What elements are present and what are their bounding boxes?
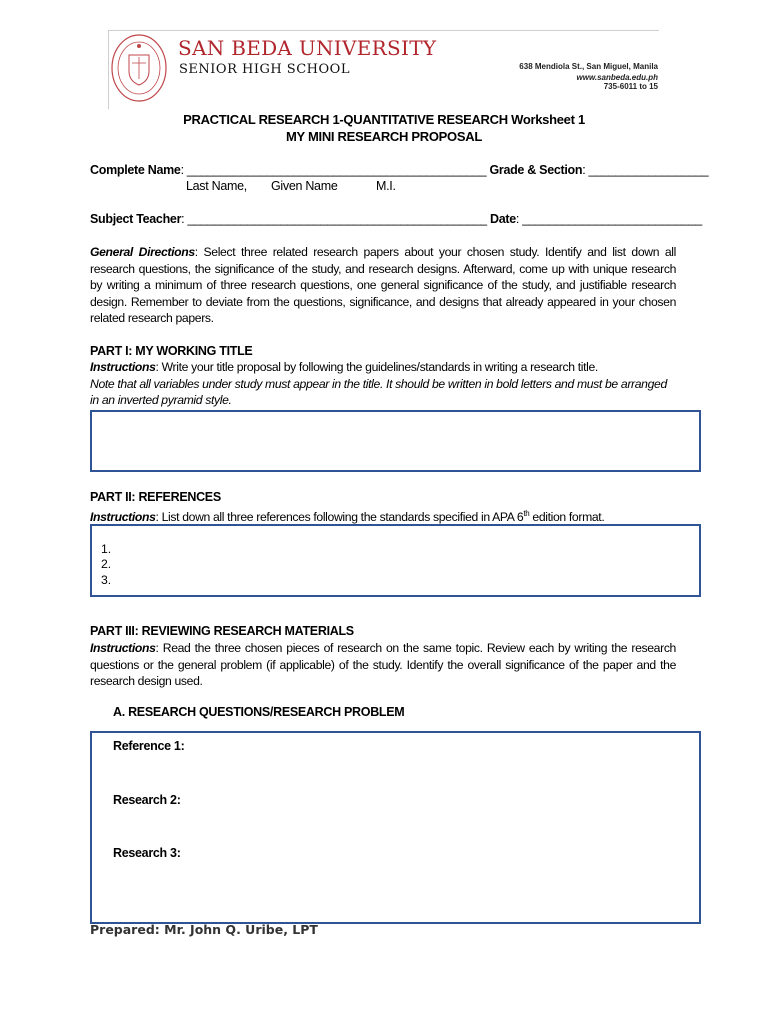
- grade-field[interactable]: : __________________: [582, 163, 709, 177]
- school-phone: 735-6011 to 15: [603, 82, 658, 91]
- part2-heading: PART II: REFERENCES: [90, 490, 221, 504]
- worksheet-subtitle: MY MINI RESEARCH PROPOSAL: [286, 129, 482, 144]
- reference-1-label: Reference 1:: [113, 739, 185, 753]
- part1-heading: PART I: MY WORKING TITLE: [90, 344, 253, 358]
- directions-text: : Select three related research papers about your chosen study. Identify and list down all research questions, the significance of the study, and research designs. Afterward, come up with unique research by writing a minimum of three research questions, one general significance of the study, and justifiable research design. Remember to deviate from the questions, significance, and designs that already appeared in your chosen related research papers.: [90, 245, 676, 325]
- date-label: Date: [490, 212, 516, 226]
- part2-instructions-label: Instructions: [90, 510, 156, 525]
- teacher-label: Subject Teacher: [90, 212, 182, 226]
- research-2-label: Research 2:: [113, 793, 181, 807]
- given-name-caption: Given Name: [271, 179, 338, 193]
- prepared-by: Prepared: Mr. John Q. Uribe, LPT: [90, 922, 318, 937]
- school-name: SENIOR HIGH SCHOOL: [179, 62, 350, 77]
- part1-instructions-text: : Write your title proposal by following the guidelines/standards in writing a research title.: [155, 360, 598, 374]
- grade-label: Grade & Section: [489, 163, 583, 177]
- last-name-caption: Last Name,: [186, 179, 247, 193]
- name-label: Complete Name: [90, 163, 181, 177]
- teacher-field[interactable]: : _____________________________________________: [181, 212, 487, 226]
- research-questions-input[interactable]: [90, 731, 701, 924]
- reference-item-3: 3.: [101, 573, 112, 587]
- part3-instructions-label: Instructions: [90, 641, 156, 655]
- part2-ordinal-suffix: th: [523, 509, 530, 518]
- research-3-label: Research 3:: [113, 846, 181, 860]
- reference-item-1: 1.: [101, 542, 112, 556]
- school-website: www.sanbeda.edu.ph: [576, 73, 658, 82]
- teacher-row: [90, 212, 702, 226]
- section-a-heading: A. RESEARCH QUESTIONS/RESEARCH PROBLEM: [113, 705, 405, 719]
- working-title-input[interactable]: [90, 410, 701, 472]
- part1-instructions-label: Instructions: [90, 360, 156, 374]
- part2-instructions-text-end: edition format.: [529, 510, 605, 525]
- part3-instructions-text: : Read the three chosen pieces of research on the same topic. Review each by writing the research questions or the general problem (if applicable) of the study. Identify the overall significance of the paper and the research design used.: [90, 641, 676, 688]
- part2-instructions-text: : List down all three references following the standards specified in APA 6: [155, 510, 524, 525]
- mi-caption: M.I.: [376, 179, 396, 193]
- part1-note: Note that all variables under study must appear in the title. It should be written in bold letters and must be arranged in an inverted pyramid style.: [90, 376, 667, 407]
- part2-instructions: [90, 506, 676, 526]
- name-field[interactable]: : _____________________________________________: [180, 163, 487, 177]
- directions-label: General Directions: [90, 245, 195, 259]
- date-field[interactable]: : ___________________________: [515, 212, 702, 226]
- part3-heading: PART III: REVIEWING RESEARCH MATERIALS: [90, 624, 354, 638]
- part3-instructions: [90, 640, 676, 690]
- part1-instructions: [90, 359, 676, 409]
- university-name: SAN BEDA UNIVERSITY: [178, 36, 437, 60]
- reference-item-2: 2.: [101, 557, 112, 571]
- references-input[interactable]: [90, 524, 701, 597]
- worksheet-title: PRACTICAL RESEARCH 1-QUANTITATIVE RESEARCH Worksheet 1: [183, 112, 585, 127]
- university-seal-icon: [110, 33, 168, 103]
- school-address: 638 Mendiola St., San Miguel, Manila: [519, 62, 658, 71]
- general-directions: [90, 244, 676, 327]
- name-row: [90, 163, 708, 177]
